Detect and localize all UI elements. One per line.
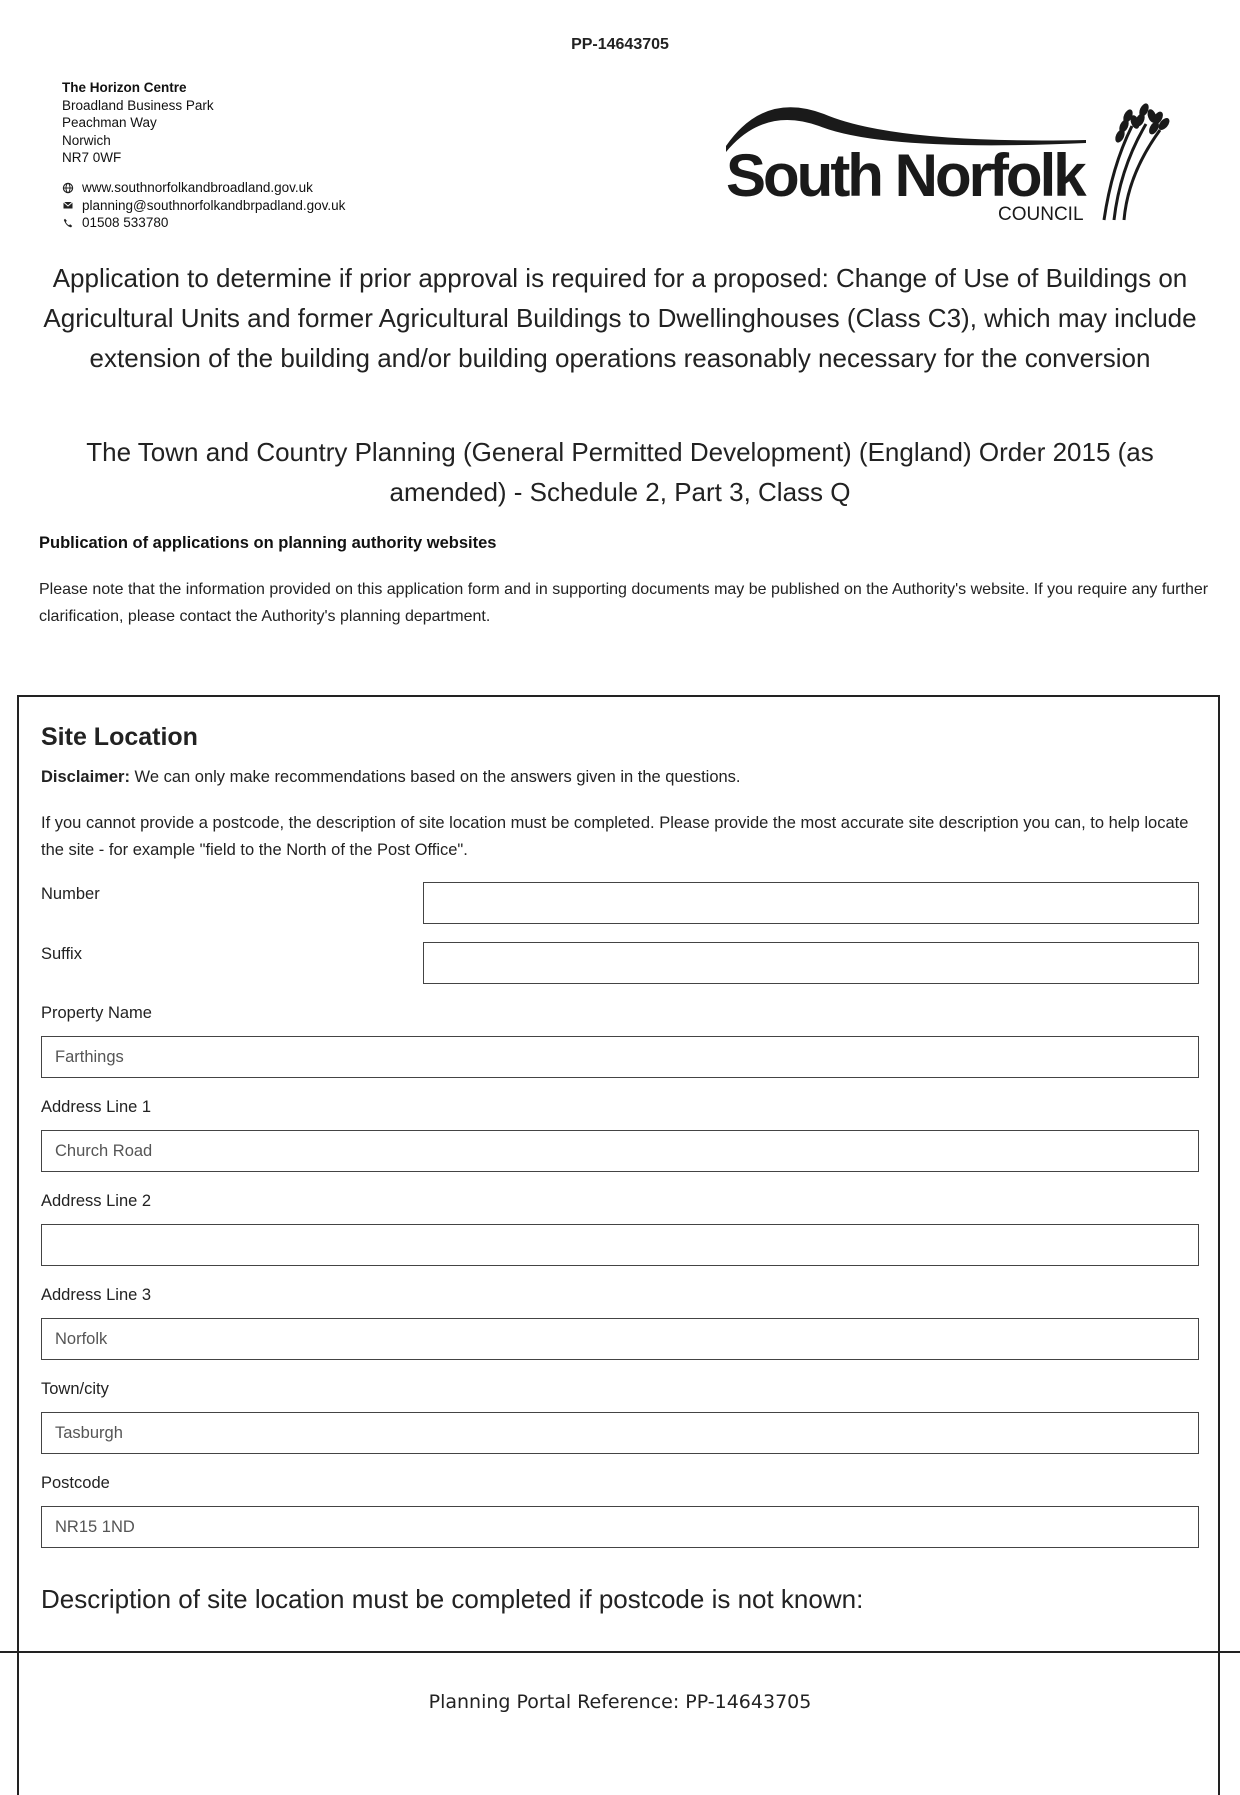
address-line-1: Broadland Business Park <box>62 97 214 113</box>
address-postcode: NR7 0WF <box>62 150 122 165</box>
envelope-icon <box>62 199 74 211</box>
town-city-field[interactable]: Tasburgh <box>41 1412 1199 1454</box>
logo-wordmark: South Norfolk <box>726 142 1084 209</box>
publication-text: Please note that the information provided on this application form and in supporting documents may be published on the Authority's website. If you require any further clarification, please contact the Authority's planning department. <box>39 581 1209 625</box>
number-field[interactable] <box>423 882 1199 924</box>
south-norfolk-council-logo <box>724 96 1170 230</box>
logo-council-label: COUNCIL <box>998 204 1084 225</box>
document-reference: PP-14643705 <box>571 36 669 53</box>
postcode-field[interactable]: NR15 1ND <box>41 1506 1199 1548</box>
site-location-heading: Site Location <box>41 723 198 751</box>
number-label: Number <box>41 885 100 903</box>
council-address <box>62 79 214 167</box>
address-line-2: Peachman Way <box>62 115 157 130</box>
address-line-3: Norwich <box>62 132 111 148</box>
disclaimer-text: We can only make recommendations based on the answers given in the questions. <box>129 768 741 786</box>
disclaimer-label: Disclaimer: <box>41 768 130 786</box>
site-location-help-text: If you cannot provide a postcode, the description of site location must be completed. Please provide the most accurate site description you can, to help locate the site - for example "field to the North of the Post Office". <box>41 814 1189 859</box>
suffix-field[interactable] <box>423 942 1199 984</box>
phone-icon <box>62 217 74 229</box>
contact-website[interactable]: www.southnorfolkandbroadland.gov.uk <box>82 180 313 195</box>
contact-email[interactable]: planning@southnorfolkandbrpadland.gov.uk <box>82 197 346 213</box>
contact-phone-row <box>62 214 345 232</box>
council-contacts <box>62 179 345 232</box>
town-city-label: Town/city <box>41 1380 109 1398</box>
suffix-label: Suffix <box>41 945 82 963</box>
contact-website-row <box>62 179 345 197</box>
address-line-3-label: Address Line 3 <box>41 1286 152 1304</box>
application-title: Application to determine if prior approval is required for a proposed: Change of Use of Buildings on Agricultural Units and former Agricultural Buildings to Dwellinghouses (Class C3), which may include extension of the building and/or building operations reasonably necessary for the conversion <box>43 263 1197 373</box>
address-line-2-field[interactable] <box>41 1224 1199 1266</box>
contact-email-row <box>62 197 345 215</box>
footer-divider <box>0 1651 1240 1653</box>
property-name-label: Property Name <box>41 1004 152 1022</box>
contact-phone[interactable]: 01508 533780 <box>82 215 169 230</box>
address-line-1-label: Address Line 1 <box>41 1098 152 1116</box>
address-line-1-field[interactable]: Church Road <box>41 1130 1199 1172</box>
publication-heading: Publication of applications on planning authority websites <box>39 534 497 552</box>
property-name-field[interactable]: Farthings <box>41 1036 1199 1078</box>
postcode-label: Postcode <box>41 1474 110 1492</box>
description-heading: Description of site location must be completed if postcode is not known: <box>41 1584 864 1614</box>
address-line-3-field[interactable]: Norfolk <box>41 1318 1199 1360</box>
address-line-2-label: Address Line 2 <box>41 1192 152 1210</box>
address-building-name: The Horizon Centre <box>62 80 187 95</box>
legislation-subtitle: The Town and Country Planning (General Permitted Development) (England) Order 2015 (as amended) - Schedule 2, Part 3, Class Q <box>86 437 1154 507</box>
disclaimer <box>41 768 741 787</box>
footer-reference: Planning Portal Reference: PP-14643705 <box>428 1691 812 1713</box>
globe-icon <box>62 182 74 194</box>
